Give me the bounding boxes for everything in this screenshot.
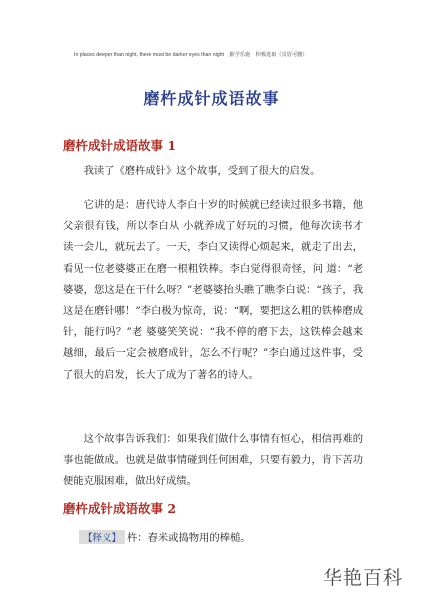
definition-text: 杵：舂米或捣物用的棒槌。 xyxy=(127,532,251,544)
definition-line xyxy=(79,529,251,544)
paragraph-intro: 我读了《磨杵成针》这个故事，受到了很大的启发。 xyxy=(83,165,321,177)
header-tagline: In places deeper than night, there must be darker eyes than night xyxy=(74,52,224,58)
document-title: 磨杵成针成语故事 xyxy=(143,89,280,108)
section-heading-1: 磨杵成针成语故事 1 xyxy=(63,138,177,153)
definition-tag: 【释义】 xyxy=(79,530,125,544)
section-heading-2: 磨杵成针成语故事 2 xyxy=(63,501,177,516)
header-segment-2: 积极进取（页眉可删） xyxy=(255,52,308,58)
header-segment-1: 勤学乐施 xyxy=(229,52,251,58)
paragraph-moral: 这个故事告诉我们：如果我们做什么事情有恒心，相信再难的事也能做成。也就是做事情碰到任何困难，只要有毅力，肯下苦功便能克服困难，做出好成绩。 xyxy=(63,433,363,488)
watermark-logo: 华艳百科 xyxy=(322,567,403,589)
page-header xyxy=(74,51,308,58)
paragraph-story: 它讲的是：唐代诗人李白十岁的时候就已经读过很多书籍，他父亲很有钱，所以李白从 小就养成了好玩的习惯，他每次读书才读一会儿，就玩去了。一天，李白又读得心烦起来，就走了出去，看见一位老婆婆正在磨一根粗铁棒。李白觉得很奇怪，问 道：“老婆婆，您这是在干什么呀？”老婆婆抬头瞧了瞧李白说：“孩子，我这是在磨针哪！”李白极为惊奇，说：“啊，要把这么粗的铁棒磨成针，能行吗？”老 婆婆笑笑说：“我不停的磨下去，这铁棒会越来越细，最后一定会被磨成针，怎么不行呢？”李白通过这件事，受了很大的启发，长大了成为了著名的诗人。 xyxy=(63,199,363,381)
